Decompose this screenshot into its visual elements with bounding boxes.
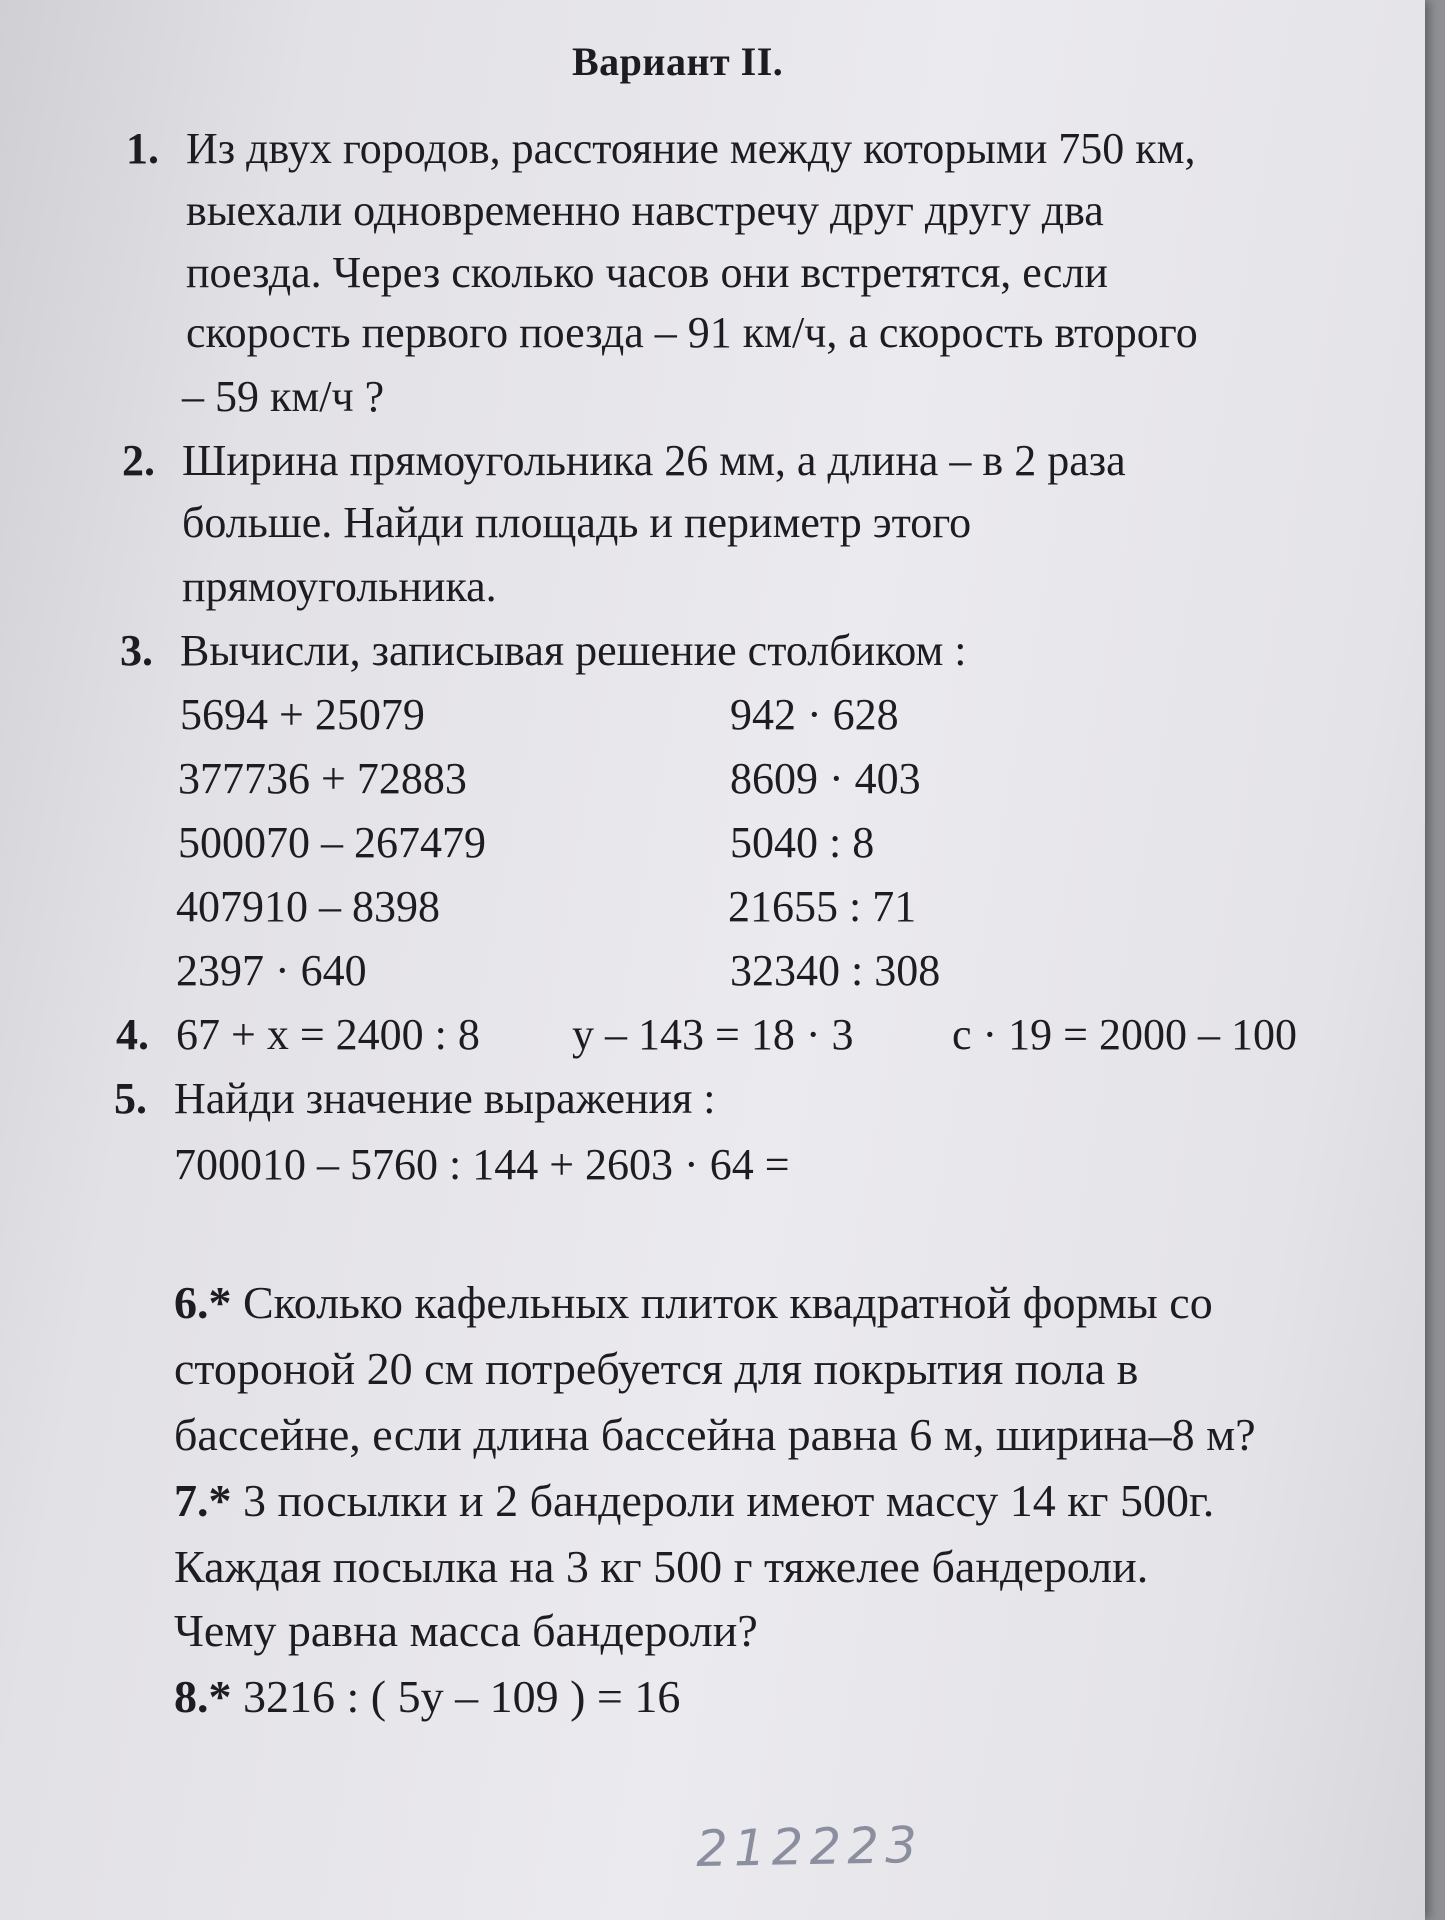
calc-left: 500070 – 267479 [178, 818, 486, 867]
problem-line: поезда. Через сколько часов они встретятся, если [186, 248, 1108, 297]
problem-line: больше. Найди площадь и периметр этого [182, 498, 972, 547]
page-title: Вариант II. [572, 39, 784, 84]
problem-line: Сколько кафельных плиток квадратной формы со [243, 1277, 1213, 1328]
equation: c · 19 = 2000 – 100 [952, 1010, 1297, 1059]
calc-left: 2397 · 640 [176, 946, 367, 995]
problem-line: скорость первого поезда – 91 км/ч, а скорость второго [186, 308, 1198, 357]
problem-line: Ширина прямоугольника 26 мм, а длина – в 2 раза [182, 436, 1126, 485]
problem-line: 3 посылки и 2 бандероли имеют массу 14 кг 500г. [243, 1475, 1215, 1526]
problem-number: 7.* [174, 1475, 232, 1526]
problem-line: Вычисли, записывая решение столбиком : [180, 626, 967, 675]
problem-number: 6.* [174, 1277, 232, 1328]
problem-number: 1. [126, 124, 159, 173]
problem-line: Каждая посылка на 3 кг 500 г тяжелее бандероли. [174, 1541, 1149, 1592]
problem-line: прямоугольника. [182, 562, 497, 611]
problem-number: 4. [116, 1010, 149, 1059]
calc-left: 407910 – 8398 [176, 882, 440, 931]
problem-line: стороной 20 см потребуется для покрытия пола в [174, 1343, 1139, 1394]
problem-number: 3. [120, 626, 153, 675]
problem-line: бассейне, если длина бассейна равна 6 м, ширина–8 м? [174, 1409, 1256, 1460]
handwritten-note: 212223 [695, 1816, 924, 1878]
equation: 67 + x = 2400 : 8 [176, 1010, 480, 1059]
problem-line: Из двух городов, расстояние между которыми 750 км, [186, 124, 1196, 173]
calc-right: 8609 · 403 [730, 754, 921, 803]
problem-number: 2. [122, 436, 155, 485]
calc-right: 32340 : 308 [730, 946, 941, 995]
problem-line: – 59 км/ч ? [182, 372, 385, 421]
problem-line-first [174, 1666, 680, 1728]
calc-right: 942 · 628 [730, 690, 899, 739]
problem-number: 8.* [174, 1671, 232, 1722]
problem-line: Найди значение выражения : [174, 1074, 716, 1123]
problem-line: Чему равна масса бандероли? [174, 1605, 758, 1656]
equation: 3216 : ( 5y – 109 ) = 16 [243, 1671, 681, 1722]
equation: y – 143 = 18 · 3 [572, 1010, 854, 1059]
problem-line-first [174, 1272, 1213, 1334]
calc-right: 5040 : 8 [730, 818, 875, 867]
calc-left: 377736 + 72883 [178, 754, 467, 803]
problem-line-first [174, 1470, 1214, 1532]
expression: 700010 – 5760 : 144 + 2603 · 64 = [174, 1140, 790, 1189]
problem-line: выехали одновременно навстречу друг другу два [186, 186, 1104, 235]
calc-left: 5694 + 25079 [180, 690, 425, 739]
problem-number: 5. [114, 1074, 147, 1123]
calc-right: 21655 : 71 [728, 882, 917, 931]
